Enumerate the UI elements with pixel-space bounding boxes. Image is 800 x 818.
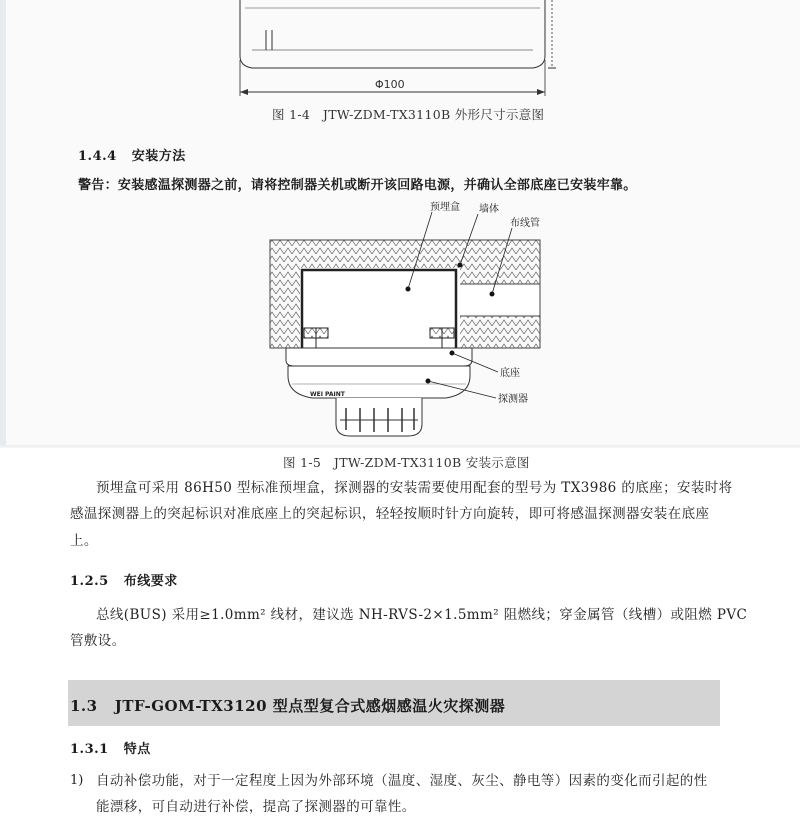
dimension-label: Φ100	[375, 78, 405, 91]
brand-label: WEI PAINT	[310, 391, 345, 398]
wiring-paragraph-line1: 总线(BUS) 采用≥1.0mm² 线材，建议选 NH-RVS-2×1.5mm² 阻燃线；穿金属管（线槽）或阻燃 PVC	[96, 607, 748, 623]
wiring-paragraph-line2: 管敷设。	[70, 633, 126, 649]
sensor-cage	[336, 398, 422, 436]
section-1-2-5-heading	[70, 570, 178, 589]
section-1-4-4-heading	[78, 145, 186, 164]
base	[286, 348, 472, 366]
label-base: 底座	[500, 368, 520, 379]
section-title: 布线要求	[123, 574, 178, 589]
feature-1-text: 自动补偿功能，对于一定程度上因为外部环境（温度、湿度、灰尘、静电等）因素的变化而引起的性	[96, 773, 708, 789]
section-1-3-1-heading	[70, 738, 151, 757]
figure-1-5-caption: 图 1-5 JTW-ZDM-TX3110B 安装示意图	[283, 455, 530, 470]
outline-dimension-figure	[200, 0, 600, 100]
conduit-channel	[456, 284, 540, 316]
feature-1-text-cont: 能漂移，可自动进行补偿，提高了探测器的可靠性。	[96, 799, 416, 815]
warning-text: 警告：安装感温探测器之前，请将控制器关机或断开该回路电源，并确认全部底座已安装牢靠。	[78, 178, 637, 193]
section-title: 特点	[123, 742, 151, 757]
section-title: 安装方法	[131, 149, 186, 164]
section-number: 1.3.1	[70, 742, 109, 757]
install-paragraph-line3: 上。	[70, 533, 98, 549]
section-number: 1.3	[70, 697, 98, 715]
label-detector: 探测器	[498, 394, 528, 405]
figure-1-4-caption: 图 1-4 JTW-ZDM-TX3110B 外形尺寸示意图	[272, 107, 545, 122]
section-number: 1.4.4	[78, 149, 117, 164]
section-title: JTF-GOM-TX3120 型点型复合式感烟感温火灾探测器	[114, 697, 506, 715]
label-wall: 墙体	[479, 204, 499, 215]
feature-1-marker: 1)	[70, 773, 84, 788]
installation-diagram	[260, 198, 550, 448]
install-paragraph-line1: 预埋盒可采用 86H50 型标准预埋盒，探测器的安装需要使用配套的型号为 TX3986 的底座；安装时将	[96, 480, 733, 496]
left-margin-strip	[0, 0, 6, 445]
section-number: 1.2.5	[70, 574, 109, 589]
section-1-3-heading	[70, 695, 505, 716]
install-paragraph-line2: 感温探测器上的突起标识对准底座上的突起标识，轻轻按顺时针方向旋转，即可将感温探测器安装在底座	[70, 506, 710, 522]
label-embedded-box: 预埋盒	[430, 202, 460, 213]
label-conduit: 布线管	[510, 218, 540, 229]
